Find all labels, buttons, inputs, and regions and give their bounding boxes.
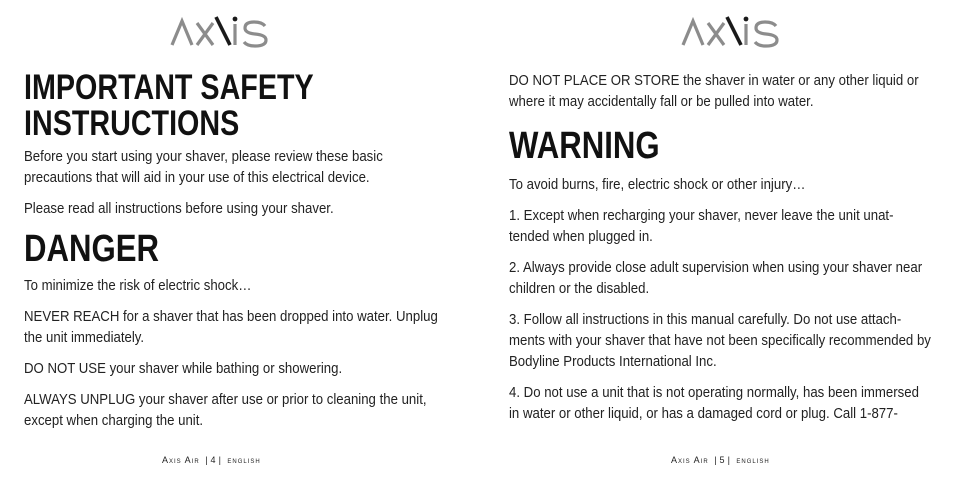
danger-heading: DANGER <box>24 228 160 270</box>
page-footer: Axis Air | 4 | english <box>162 455 261 465</box>
footer-language: english <box>736 455 770 465</box>
footer-language: english <box>227 455 261 465</box>
warning-heading: WARNING <box>509 125 660 167</box>
warning-item: 4. Do not use a unit that is not operating normally, has been immersed in water or other liquid, or has a damaged cord or plug. Call 1-877- <box>509 384 919 422</box>
warning-item: 1. Except when recharging your shaver, never leave the unit unat-tended when plugged in. <box>509 207 894 245</box>
title-line-2: INSTRUCTIONS <box>24 104 240 143</box>
important-safety-title <box>24 70 368 142</box>
read-all-text: Please read all instructions before using your shaver. <box>24 200 334 217</box>
footer-product: Axis Air <box>671 455 709 465</box>
danger-item: ALWAYS UNPLUG your shaver after use or prior to cleaning the unit, except when charging the unit. <box>24 391 427 429</box>
danger-lead: To minimize the risk of electric shock… <box>24 277 252 294</box>
axis-logo <box>166 14 276 50</box>
axis-logo-icon <box>680 15 784 49</box>
footer-page-number: 5 <box>719 455 726 465</box>
right-content <box>509 70 934 434</box>
axis-logo <box>677 14 787 50</box>
store-note: DO NOT PLACE OR STORE the shaver in water or any other liquid or where it may accidentally fall or be pulled into water. <box>509 72 919 110</box>
footer-product: Axis Air <box>162 455 200 465</box>
warning-item: 3. Follow all instructions in this manual carefully. Do not use attach-ments with your shaver that have not been specifically recommended by Bodyline Products International Inc. <box>509 311 931 370</box>
danger-item: NEVER REACH for a shaver that has been dropped into water. Unplug the unit immediately. <box>24 308 438 346</box>
warning-lead: To avoid burns, fire, electric shock or other injury… <box>509 176 806 193</box>
page-footer: Axis Air | 5 | english <box>671 455 770 465</box>
left-content <box>24 70 444 441</box>
intro-text: Before you start using your shaver, please review these basic precautions that will aid in your use of this electrical device. <box>24 148 383 186</box>
right-page <box>477 0 954 477</box>
footer-page-number: 4 <box>210 455 217 465</box>
title-line-1: IMPORTANT SAFETY <box>24 68 314 107</box>
warning-item: 2. Always provide close adult supervision when using your shaver near children or the disabled. <box>509 259 923 297</box>
danger-item: DO NOT USE your shaver while bathing or showering. <box>24 360 343 377</box>
axis-logo-icon <box>169 15 273 49</box>
